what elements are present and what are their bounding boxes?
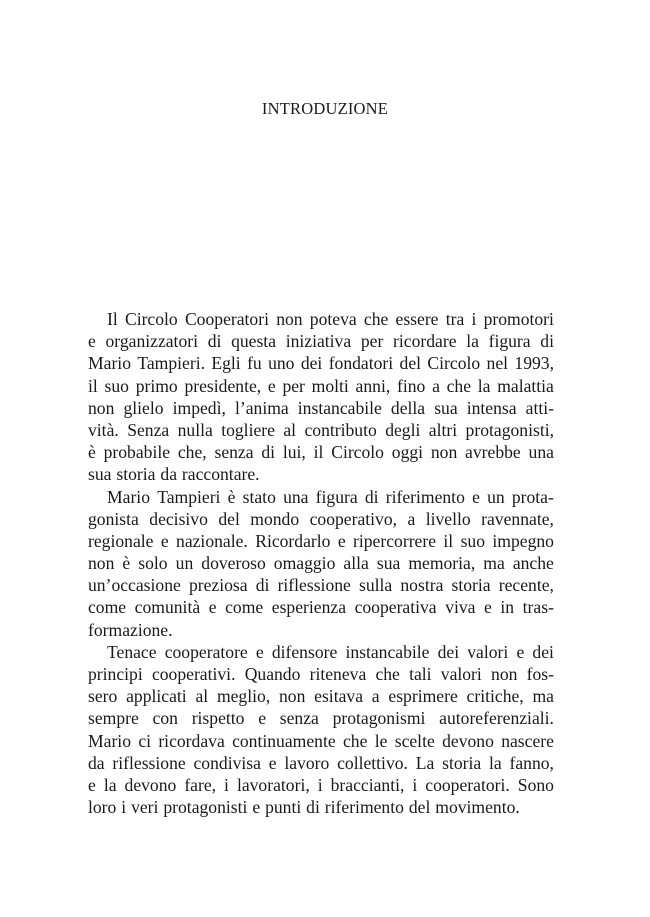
text-line: sero applicati al meglio, non esitava a esprimere critiche, ma [88,686,554,707]
text-line: non glielo impedì, l’anima instancabile della sua intensa atti- [88,397,554,418]
text-line: Tenace cooperatore e difensore instancabile dei valori e dei [107,641,554,662]
text-line: sempre con rispetto e senza protagonismi autoreferenziali. [88,708,554,729]
paragraph [88,308,554,486]
paragraph [88,641,554,819]
text-line: Il Circolo Cooperatori non poteva che essere tra i promotori [107,309,554,329]
text-line: non è solo un doveroso omaggio alla sua memoria, ma anche [88,553,554,574]
text-line: Mario Tampieri è stato una figura di riferimento e un prota- [107,486,554,507]
text-line: regionale e nazionale. Ricordarlo e ripercorrere il suo impegno [88,530,554,551]
text-line: principi cooperativi. Quando riteneva che tali valori non fos- [88,664,554,684]
text-line: Mario Tampieri. Egli fu uno dei fondatori del Circolo nel 1993, [88,353,554,374]
text-line: gonista decisivo del mondo cooperativo, a livello ravennate, [88,508,554,529]
text-line: come comunità e come esperienza cooperativa viva e in tras- [88,597,554,618]
text-line: vità. Senza nulla togliere al contributo degli altri protagonisti, [88,419,554,440]
page-title: INTRODUZIONE [261,99,389,118]
text-line: da riflessione condivisa e lavoro collettivo. La storia la fanno, [88,752,554,773]
text-line: sua storia da raccontare. [88,464,260,485]
text-line: formazione. [88,619,173,640]
text-line: Mario ci ricordava continuamente che le scelte devono nascere [88,730,554,751]
text-line: e la devono fare, i lavoratori, i braccianti, i cooperatori. Sono [88,774,554,795]
body-text [88,308,554,818]
text-line: è probabile che, senza di lui, il Circolo oggi non avrebbe una [88,442,554,463]
text-line: il suo primo presidente, e per molti anni, fino a che la malattia [88,375,554,396]
text-line: e organizzatori di questa iniziativa per ricordare la figura di [88,331,554,352]
paragraph [88,486,554,641]
text-line: un’occasione preziosa di riflessione sulla nostra storia recente, [88,575,554,596]
text-line: loro i veri protagonisti e punti di riferimento del movimento. [88,797,520,818]
